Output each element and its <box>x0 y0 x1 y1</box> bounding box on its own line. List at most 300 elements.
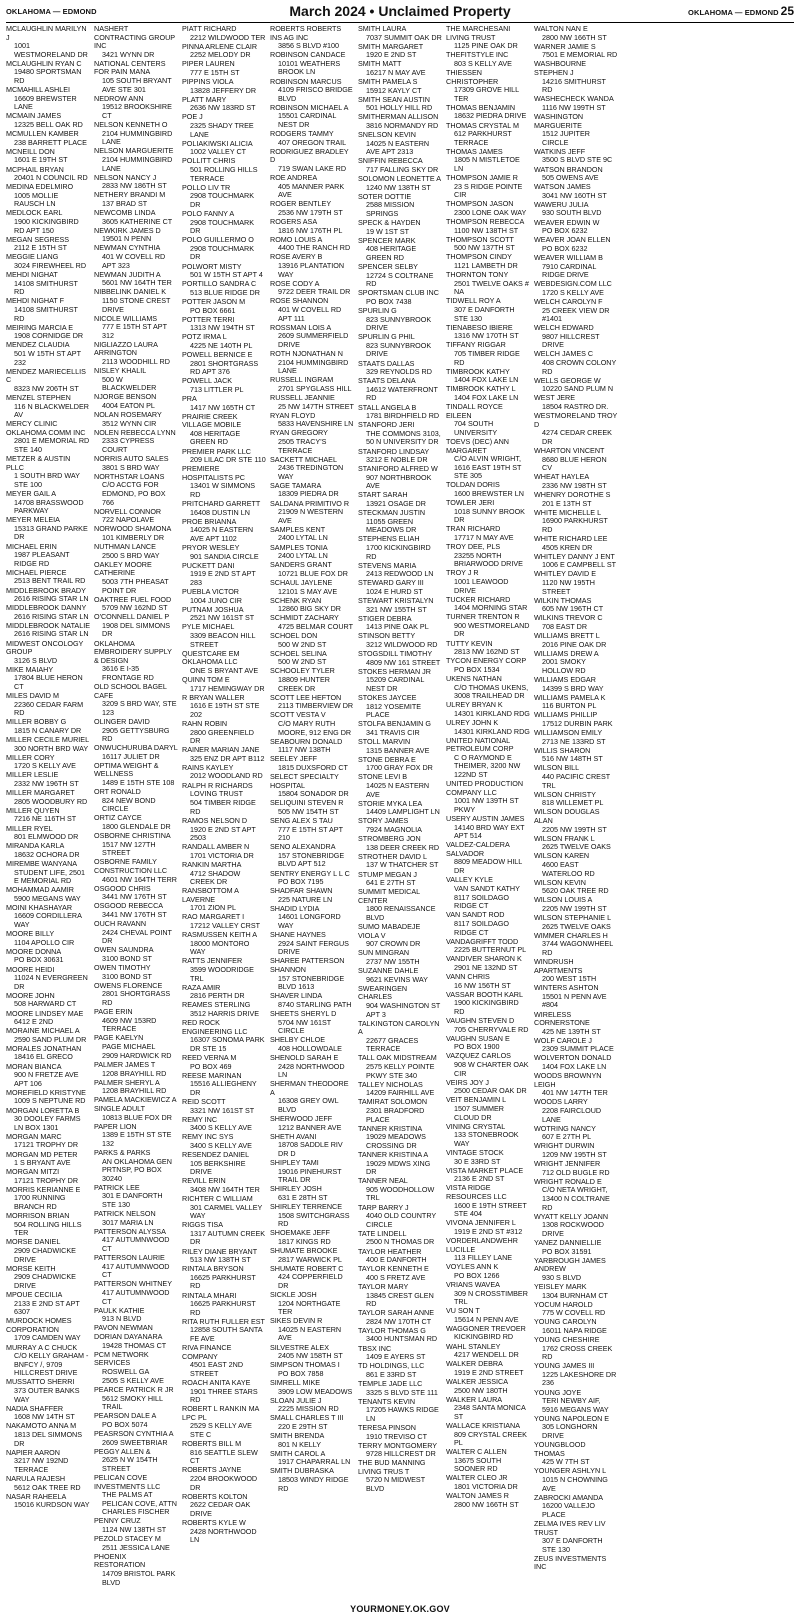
owner-address: 1 SOUTH BRD WAY STE 100 <box>14 471 80 489</box>
owner-name: MOORE DONNA <box>6 946 62 956</box>
owner-name: STORIE MYKA LEA <box>358 798 423 808</box>
owner-address: 1404 MORNING STAR <box>454 603 528 613</box>
owner-name: NUTHMAN LANCE <box>94 542 156 552</box>
listing-entry <box>94 174 178 191</box>
owner-address: 325 ENZ DR APT B112 <box>190 753 265 763</box>
owner-name: ROBERT L RANKIN MA LPC PL <box>182 1404 259 1422</box>
listing-entry <box>270 905 354 931</box>
owner-address: 2713 NE 133RD ST <box>542 736 606 746</box>
owner-address: 2501 TWELVE OAKS # NA <box>454 278 529 297</box>
owner-name: VAUGHN SUSAN E <box>446 1033 510 1043</box>
owner-address: 12101 S MAY AVE <box>278 586 338 596</box>
listing-entry <box>94 640 178 683</box>
listing-entry <box>270 843 354 869</box>
owner-name: SAMPLES KENT <box>270 524 326 534</box>
owner-address: 801 ELMWOOD DR <box>14 832 79 842</box>
listing-entry <box>358 967 442 984</box>
owner-address: 2529 S KELLY AVE STE C <box>190 1421 252 1439</box>
owner-address: 1404 FOX LAKE LN <box>454 392 519 402</box>
owner-address: 705 TIMBER RIDGE RD <box>454 348 520 367</box>
owner-address: 2333 CYPRESS COURT <box>102 436 155 454</box>
listing-entry <box>94 1412 178 1429</box>
owner-address: 307 E DANFORTH STE 130 <box>454 305 515 323</box>
owner-address: 1815 DUXSFORD CT <box>278 762 348 772</box>
owner-address: 19029 MDWS XING DR <box>366 1158 431 1177</box>
owner-address: 16200 VALLEJO PLACE <box>542 1501 596 1519</box>
owner-address: KICKINGBIRD RD <box>454 1332 514 1342</box>
owner-address: 401 W COVELL RD APT 323 <box>102 251 166 270</box>
owner-address: 9807 HILLCREST DRIVE <box>542 331 600 350</box>
listing-entry <box>270 773 354 799</box>
listing-entry <box>94 121 178 147</box>
listing-entry <box>446 955 530 972</box>
owner-address: 18000 MONTORO WAY <box>190 938 250 957</box>
listing-entry <box>94 244 178 270</box>
listing-entry <box>534 1098 618 1124</box>
owner-name: PCM NETWORK SERVICES <box>94 1349 149 1368</box>
owner-address: 5720 N MIDWEST BLVD <box>366 1475 425 1494</box>
owner-name: YANEZ DANNIELLIE <box>534 1237 602 1247</box>
owner-name: SENG ALEX S TAU <box>270 815 333 825</box>
listing-entry <box>534 1336 618 1362</box>
owner-address: 11055 GREEN MEADOWS DR <box>366 516 417 535</box>
owner-name: MEYER MELEIA <box>6 515 60 525</box>
owner-name: NISLEY KHALIL <box>94 366 147 376</box>
owner-address: 2909 CHADWICKE DRIVE <box>14 1272 76 1290</box>
owner-name: O'CONNELL DANIEL P <box>94 612 170 622</box>
owner-name: THOMPSON SCOTT <box>446 234 514 244</box>
owner-name: POLLO LIV TR <box>182 182 231 192</box>
owner-address: 101 KIMBERLY DR <box>102 532 165 542</box>
listing-entry <box>270 1159 354 1185</box>
listing-column <box>182 25 266 1595</box>
owner-address: 901 SANDIA CIRCLE <box>190 551 259 561</box>
owner-address: 25 CREEK VIEW DR #1401 <box>542 305 610 324</box>
owner-address: 17121 TROPHY DR <box>14 1175 79 1185</box>
owner-name: VANN CHRIS <box>446 972 490 982</box>
owner-name: PEGGY ALLEN & <box>94 1446 151 1456</box>
listing-entry <box>270 799 354 816</box>
owner-address: PO BOX 6232 <box>542 226 588 236</box>
owner-address: 2428 NORTHWOOD LN <box>278 1061 345 1080</box>
listing-entry <box>534 509 618 535</box>
owner-name: R BRYAN WALLER <box>182 692 245 702</box>
listing-entry <box>6 1422 90 1448</box>
owner-address: 1404 FOX LAKE LN <box>454 375 519 385</box>
owner-name: MORRISON BRIAN <box>6 1211 70 1221</box>
listing-entry <box>182 562 266 588</box>
owner-name: MORGAN LORETTA B <box>6 1105 80 1115</box>
listing-entry <box>182 861 266 887</box>
listing-entry <box>358 1230 442 1247</box>
owner-name: WAWERU JULIA <box>534 199 589 209</box>
owner-name: MOORE LINDSEY MAE <box>6 1008 84 1018</box>
owner-name: WALTON NAN E <box>534 25 588 33</box>
owner-name: ROGERS ASA <box>270 217 318 227</box>
listing-entry <box>534 896 618 913</box>
owner-address: 1315 BANNER AVE <box>366 745 430 755</box>
listing-entry <box>270 78 354 104</box>
owner-address: 1608 NW 14TH ST <box>14 1412 75 1422</box>
owner-address: 407 OREGON TRAIL <box>278 137 347 147</box>
owner-name: MORRIS KERIANNE E <box>6 1184 81 1194</box>
listing-entry <box>358 756 442 773</box>
owner-address: C/O ALVIN WRIGHT, 1616 EAST 19TH ST STE 305 <box>454 454 522 481</box>
listing-entry <box>6 368 90 394</box>
owner-name: PORTILLO SANDRA C <box>182 279 257 289</box>
owner-name: TAYLOR SARAH ANNE <box>358 1308 435 1318</box>
owner-name: WILSON KEVIN <box>534 877 586 887</box>
listing-entry <box>358 193 442 219</box>
owner-name: OPTIMA WEIGHT & WELLNESS <box>94 760 159 779</box>
owner-name: TROY J R <box>446 568 479 578</box>
owner-address: 15912 KAYLY CT <box>366 85 422 95</box>
owner-address: 2908 TOUCHMARK DR <box>190 243 255 262</box>
owner-address: 14216 SMITHURST RD <box>542 76 606 95</box>
listing-entry <box>94 1079 178 1096</box>
owner-address: 3616 E I-35 FRONTAGE RD <box>102 664 154 682</box>
owner-address: 913 N BLVD <box>102 1314 142 1324</box>
owner-name: REED VERNA M <box>182 1052 237 1062</box>
owner-name: MOINI KHASHAYAR <box>6 902 73 912</box>
listing-entry <box>446 1360 530 1377</box>
owner-address: 220 E 29TH ST <box>278 1421 328 1431</box>
listing-entry <box>534 791 618 808</box>
owner-name: NJORGE BENSON <box>94 392 157 402</box>
listing-entry <box>6 112 90 129</box>
owner-address: 225 NATURE LN <box>278 894 333 904</box>
listing-entry <box>446 122 530 148</box>
owner-name: WHARTON VINCENT <box>534 446 605 455</box>
listing-entry <box>270 694 354 711</box>
owner-name: TIDWELL ROY A <box>446 296 501 306</box>
owner-name: WILLIAMS PHILLIP <box>534 710 598 720</box>
listing-entry <box>182 650 266 676</box>
owner-address: 116 N BLACKWELDER AV <box>14 401 89 420</box>
owner-address: 2300 LONE OAK WAY <box>454 207 527 217</box>
owner-name: THOMAS CRYSTAL M <box>446 120 519 130</box>
listing-entry <box>182 140 266 157</box>
owner-address: 1316 NW 170TH ST <box>454 331 519 341</box>
owner-address: 8117 SOILDAGO RIDGE CT <box>454 919 509 937</box>
listing-entry <box>534 1555 618 1572</box>
listing-entry <box>182 448 266 465</box>
listing-entry <box>534 1257 618 1283</box>
listing-entry <box>182 588 266 605</box>
owner-name: PALMER SHERYL A <box>94 1077 160 1087</box>
listing-entry <box>6 1063 90 1089</box>
owner-name: STROTHER DAVID L <box>358 851 427 861</box>
listing-entry <box>358 421 442 447</box>
owner-name: UNITED NATIONAL PETROLEUM CORP <box>446 735 514 754</box>
listing-entry <box>446 1281 530 1307</box>
owner-name: WALLACE KRISTIANA <box>446 1420 521 1430</box>
owner-address: 1508 SWITCHGRASS RD <box>278 1210 350 1229</box>
owner-address: 400 E DANFORTH <box>366 1255 427 1265</box>
owner-address: 201 E 13TH ST <box>542 498 592 508</box>
listing-entry <box>446 236 530 253</box>
owner-name: WEST JERE <box>534 393 576 403</box>
owner-name: SUZANNE DAHLE <box>358 966 419 976</box>
owner-name: TIMBROOK KATHY <box>446 366 510 376</box>
owner-name: STROMBERG JON <box>358 834 421 844</box>
owner-name: RAINS KAYLEY <box>182 762 234 772</box>
owner-address: 7910 CARDINAL RIDGE DRIVE <box>542 261 597 280</box>
owner-address: 1517 NW 127TH STREET <box>102 839 156 858</box>
listing-entry <box>6 271 90 297</box>
listing-entry <box>182 1098 266 1115</box>
owner-name: THIESSEN CHRISTOPHER <box>446 67 499 86</box>
listing-entry <box>6 25 90 59</box>
owner-name: RUSSELL JEANNIE <box>270 392 335 402</box>
listing-entry <box>446 596 530 613</box>
listing-entry <box>534 298 618 324</box>
owner-name: TANNER KRISTINA <box>358 1123 423 1133</box>
owner-address: 2636 NW 183RD ST <box>190 103 256 113</box>
owner-name: TOEVS (DEC) ANN MARGARET <box>446 436 509 455</box>
owner-address: 157 STONEBRIDGE BLVD 1613 <box>278 973 345 992</box>
listing-entry <box>446 1184 530 1218</box>
owner-address: 3100 BOND ST <box>102 971 152 981</box>
listing-entry <box>94 1149 178 1183</box>
owner-address: 2817 WARWICK PL <box>278 1254 342 1264</box>
owner-address: 417 AUTUMNWOOD CT <box>102 1261 170 1280</box>
owner-name: SICKLE JOSH <box>270 1290 317 1299</box>
owner-address: STUDENT LIFE, 2501 E MEMORIAL RD <box>14 867 85 886</box>
owner-name: MOORE BILLY <box>6 929 55 939</box>
owner-name: WOLVERTON DONALD <box>534 1053 612 1063</box>
owner-name: ROSE CODY A <box>270 278 320 288</box>
owner-address: 3421 WYNN DR <box>102 49 155 59</box>
listing-entry <box>182 887 266 913</box>
listing-entry <box>270 632 354 649</box>
owner-name: MORGAN MD PETER <box>6 1149 78 1159</box>
listing-entry <box>358 219 442 236</box>
listing-entry <box>6 904 90 930</box>
owner-address: 1900 KICKINGBIRD RD APT 150 <box>14 217 79 235</box>
owner-address: C/O THOMAS UKENS, 3008 TRAILHEAD DR <box>454 682 529 701</box>
owner-name: ZABROCKI AMANDA <box>534 1492 604 1502</box>
owner-name: SHADID LYDIA <box>270 903 320 913</box>
listing-entry <box>358 1362 442 1379</box>
listing-entry <box>446 324 530 341</box>
owner-address: 2336 NW 198TH ST <box>542 480 607 490</box>
owner-address: 8323 NW 206TH ST <box>14 383 79 393</box>
listing-entry <box>94 920 178 946</box>
listing-entry <box>358 25 442 42</box>
owner-address: 18503 WINDY RIDGE RD <box>278 1474 349 1493</box>
owner-name: VANDAGRIFFT TODD <box>446 936 519 946</box>
listing-entry <box>358 377 442 403</box>
owner-address: 3744 WAGONWHEEL RD <box>542 939 613 957</box>
listing-entry <box>94 858 178 884</box>
owner-address: 137 BRAD ST <box>102 198 148 208</box>
listing-entry <box>94 1228 178 1254</box>
listing-entry <box>94 1034 178 1051</box>
owner-name: PALMER JAMES T <box>94 1060 156 1070</box>
listing-entry <box>358 263 442 289</box>
listing-entry <box>270 350 354 376</box>
owner-name: STOLFA BENJAMIN G <box>358 719 431 729</box>
listing-entry <box>358 448 442 465</box>
owner-address: 4712 SHADOW CREEK DR <box>190 868 241 887</box>
listing-entry <box>446 69 530 103</box>
owner-address: PO BOX 1900 <box>454 1042 500 1052</box>
listing-entry <box>270 544 354 561</box>
owner-address: 2505 S KELLY AVE <box>102 1375 164 1385</box>
owner-address: 408 HOLLOWDALE <box>278 1043 342 1053</box>
owner-address: 7924 MAGNOLIA <box>366 825 422 835</box>
owner-address: 3100 BOND ST <box>102 953 152 963</box>
listing-entry <box>358 949 442 966</box>
owner-address: 1800 GLENDALE DR <box>102 822 171 832</box>
owner-address: 1317 AUTUMN CREEK DR <box>190 1228 266 1247</box>
owner-name: VEIRS JOY J <box>446 1077 490 1087</box>
listing-entry <box>6 569 90 586</box>
listing-columns <box>6 25 794 1595</box>
owner-address: 408 HERITAGE GREEN RD <box>190 428 241 447</box>
owner-name: TIMBROOK KATHY L <box>446 384 516 394</box>
owner-address: 2616 RISING STAR LN <box>14 629 89 639</box>
owner-address: 19428 THOMAS CT <box>102 1340 167 1350</box>
owner-name: WASHECHECK WANDA <box>534 94 614 104</box>
owner-name: RODRIGUEZ BRADLEY D <box>270 146 349 165</box>
owner-address: 12858 SOUTH SANTA FE AVE <box>190 1325 263 1343</box>
listing-entry <box>358 157 442 174</box>
owner-address: 17804 BLUE HERON CT <box>14 673 83 692</box>
owner-name: RAMOS NELSON D <box>182 815 248 825</box>
listing-entry <box>182 1221 266 1247</box>
owner-address: AN OKLAHOMA GEN PRTNSP, PO BOX 30240 <box>102 1156 172 1183</box>
owner-address: 516 NW 148TH ST <box>542 754 603 764</box>
owner-address: 19480 SPORTSMAN RD <box>14 67 82 86</box>
owner-address: 5833 HAVENSHIRE LN <box>278 419 354 429</box>
owner-name: VINING CRYSTAL <box>446 1121 506 1131</box>
owner-address: 2701 SPYGLASS HILL <box>278 383 352 393</box>
owner-name: REVILL ERIN <box>182 1176 226 1186</box>
listing-entry <box>270 597 354 614</box>
owner-name: STIGER DEBRA <box>358 613 412 623</box>
owner-name: NEWMAN CYNTHIA <box>94 243 161 253</box>
listing-entry <box>6 209 90 235</box>
owner-address: 19016 PINEHURST TRAIL DR <box>278 1166 342 1185</box>
owner-address: 200 WEST 15TH <box>542 974 597 984</box>
owner-name: SMITH CAROL A <box>270 1448 326 1458</box>
listing-entry <box>6 1168 90 1185</box>
owner-name: MERCY CLINIC OKLAHOMA COMM INC <box>6 419 86 437</box>
listing-entry <box>446 525 530 542</box>
owner-address: 2424 CHEVAL POINT DR <box>102 927 172 946</box>
owner-address: 17717 N MAY AVE <box>454 532 514 542</box>
listing-entry <box>358 835 442 852</box>
owner-name: PUCKETT DANI <box>182 560 235 570</box>
owner-address: 907 NORTHBROOK AVE <box>366 472 432 491</box>
owner-address: 2625 TWELVE OAKS <box>542 921 611 931</box>
listing-entry <box>6 886 90 903</box>
listing-entry <box>446 368 530 385</box>
listing-entry <box>6 930 90 947</box>
listing-entry <box>94 455 178 472</box>
owner-name: NORVELL CONNOR <box>94 506 162 516</box>
owner-name: PYLE MICHAEL <box>182 622 235 632</box>
listing-entry <box>446 253 530 270</box>
owner-address: 16308 GREY OWL BLVD <box>278 1096 339 1115</box>
owner-address: 9621 KEVINS WAY <box>366 974 428 984</box>
listing-entry <box>270 1450 354 1467</box>
owner-name: WYATT KELLY JOANN <box>534 1211 609 1221</box>
owner-name: NATIONAL CENTERS FOR PAIN MANA <box>94 58 166 77</box>
listing-entry <box>94 543 178 560</box>
listing-entry <box>6 1027 90 1044</box>
listing-entry <box>182 1519 266 1545</box>
owner-name: THOMPSON REBECCA <box>446 217 525 227</box>
owner-address: 17512 DURBIN PARK <box>542 718 613 728</box>
listing-entry <box>358 491 442 508</box>
owner-name: SHELBY CHLOE <box>270 1035 325 1045</box>
owner-address: 14301 KIRKLAND RDG <box>454 708 530 718</box>
owner-name: YOUNG JOYE <box>534 1387 582 1397</box>
owner-name: WOODS BROWNYN LEIGH <box>534 1071 602 1089</box>
owner-address: 2252 MELODY DR <box>190 50 251 60</box>
owner-name: WILLIAMS PAMELA K <box>534 692 606 702</box>
owner-name: PARKS & PARKS <box>94 1148 151 1157</box>
owner-name: WILSON STEPHANIE L <box>534 912 612 922</box>
owner-address: 1812 YOSEMITE PLACE <box>366 701 421 720</box>
owner-address: 3500 S BLVD STE 9C <box>542 155 613 165</box>
owner-name: WOLF CAROLE J <box>534 1035 592 1045</box>
owner-address: 1919 E 2ND ST APT 283 <box>190 569 256 587</box>
owner-address: 1117 NW 138TH <box>278 745 331 755</box>
owner-name: ROSE AVERY B <box>270 252 323 262</box>
listing-entry <box>446 1474 530 1491</box>
owner-address: 2924 SAINT FERGUS DRIVE <box>278 938 349 957</box>
owner-address: PO BOX 5074 <box>102 1419 148 1429</box>
owner-name: YARBROUGH JAMES ANDREW <box>534 1255 606 1274</box>
owner-name: SALDANA PRIMITIVO R <box>270 498 350 508</box>
section-label-right: OKLAHOMA — EDMOND <box>688 8 779 17</box>
listing-entry <box>182 1405 266 1439</box>
listing-entry <box>534 535 618 552</box>
owner-address: 15501 N PENN AVE #804 <box>542 991 607 1010</box>
listing-entry <box>270 482 354 499</box>
owner-address: 2309 SUMMIT PLACE <box>542 1044 614 1054</box>
owner-address: 2609 SWEETBRIAR <box>102 1437 168 1447</box>
listing-entry <box>446 1325 530 1342</box>
owner-name: MICHAEL PIERCE <box>6 567 67 577</box>
owner-name: SCHOEL DON <box>270 630 318 640</box>
listing-entry <box>446 1396 530 1422</box>
listing-entry <box>446 1422 530 1448</box>
owner-address: 13845 CREST GLEN RD <box>366 1290 434 1309</box>
owner-address: 15614 N PENN AVE <box>454 1314 519 1324</box>
owner-address: 2113 TIMBERVIEW DR <box>278 701 354 711</box>
owner-name: NEWCOMB LINDA <box>94 207 156 217</box>
listing-entry <box>534 984 618 1010</box>
listing-entry <box>182 817 266 843</box>
owner-address: 16625 PARKHURST RD <box>190 1272 256 1291</box>
listing-entry <box>358 888 442 922</box>
owner-address: 605 NW 196TH CT <box>542 604 604 614</box>
listing-entry <box>446 640 530 657</box>
owner-address: 8740 STARLING PATH <box>278 999 352 1009</box>
owner-name: VU SON T <box>446 1306 480 1316</box>
listing-entry <box>182 1493 266 1519</box>
listing-entry <box>534 447 618 473</box>
owner-address: 500 NW 137TH ST <box>454 243 515 253</box>
listing-entry <box>6 236 90 253</box>
listing-entry <box>534 43 618 60</box>
owner-name: NETHERY BRANDI M <box>94 190 166 200</box>
